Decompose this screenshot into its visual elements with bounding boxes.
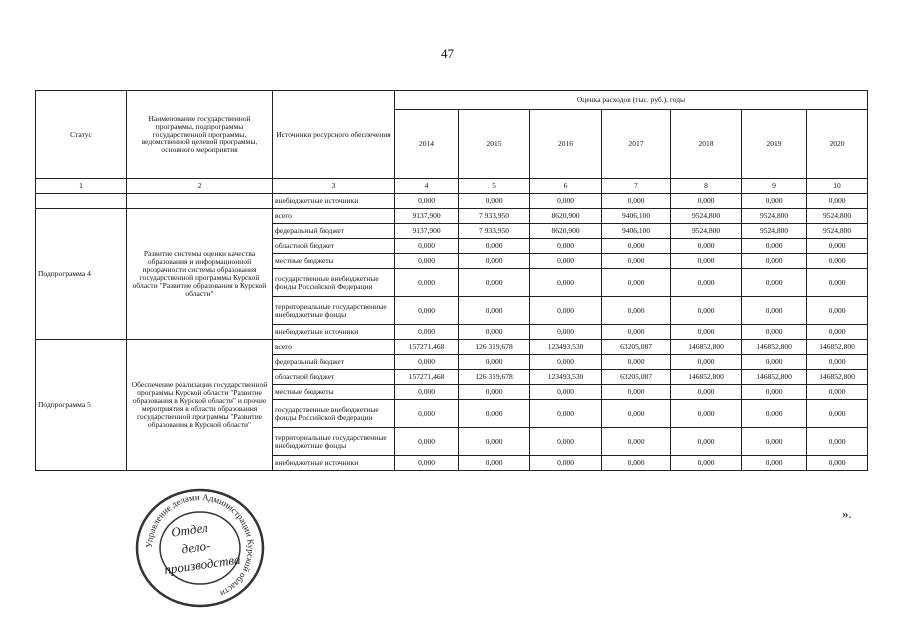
source-cell: государственные внебюджетные фонды Российской Федерации: [273, 400, 395, 428]
value-cell: 7 933,950: [459, 224, 530, 239]
value-cell: 0,000: [742, 428, 807, 456]
value-cell: 9524,800: [807, 209, 868, 224]
source-cell: областной бюджет: [273, 370, 395, 385]
value-cell: 0,000: [671, 194, 742, 209]
value-cell: 0,000: [459, 400, 530, 428]
source-cell: федеральный бюджет: [273, 224, 395, 239]
value-cell: 0,000: [602, 194, 671, 209]
svg-text:дело-: дело-: [180, 537, 212, 557]
value-cell: 0,000: [395, 428, 459, 456]
value-cell: 0,000: [395, 385, 459, 400]
value-cell: 63205,087: [602, 340, 671, 355]
value-cell: 9137,900: [395, 209, 459, 224]
value-cell: 0,000: [742, 254, 807, 269]
program-name-cell: Развитие системы оценки качества образования и информационной прозрачности системы образования государственной программы Курской области "Развитие образования в Курской области": [127, 209, 273, 340]
value-cell: 0,000: [671, 385, 742, 400]
closing-quote: ».: [842, 506, 852, 521]
budget-table: [35, 90, 868, 471]
value-cell: 0,000: [602, 297, 671, 325]
value-cell: 146852,800: [807, 370, 868, 385]
value-cell: 0,000: [459, 254, 530, 269]
value-cell: 0,000: [459, 239, 530, 254]
value-cell: 0,000: [459, 269, 530, 297]
value-cell: 0,000: [602, 239, 671, 254]
header-year: 2019: [742, 110, 807, 179]
value-cell: 0,000: [459, 297, 530, 325]
value-cell: 146852,800: [671, 370, 742, 385]
value-cell: 0,000: [807, 239, 868, 254]
value-cell: 0,000: [742, 355, 807, 370]
value-cell: 0,000: [530, 297, 602, 325]
value-cell: 123493,530: [530, 370, 602, 385]
value-cell: 0,000: [530, 456, 602, 471]
value-cell: 9524,800: [742, 209, 807, 224]
value-cell: 0,000: [807, 456, 868, 471]
header-year: 2020: [807, 110, 868, 179]
header-year: 2014: [395, 110, 459, 179]
header-name: Наименование государственной программы, подпрограммы государственной программы, ведомственной целевой программы, основного мероприятия: [127, 91, 273, 179]
value-cell: 0,000: [671, 355, 742, 370]
value-cell: 0,000: [671, 400, 742, 428]
value-cell: 0,000: [602, 269, 671, 297]
source-cell: федеральный бюджет: [273, 355, 395, 370]
value-cell: 123493,530: [530, 340, 602, 355]
header-year: 2018: [671, 110, 742, 179]
page-number: 47: [441, 46, 454, 61]
value-cell: 126 319,678: [459, 370, 530, 385]
source-cell: всего: [273, 209, 395, 224]
source-cell: территориальные государственные внебюджетные фонды: [273, 428, 395, 456]
status-cell: Подпрограмма 4: [36, 209, 127, 340]
value-cell: 0,000: [807, 355, 868, 370]
value-cell: 0,000: [395, 325, 459, 340]
value-cell: 0,000: [395, 269, 459, 297]
value-cell: 126 319,678: [459, 340, 530, 355]
value-cell: 0,000: [602, 355, 671, 370]
header-year: 2017: [602, 110, 671, 179]
column-index-row: [36, 179, 868, 194]
value-cell: 0,000: [807, 254, 868, 269]
value-cell: 0,000: [395, 254, 459, 269]
value-cell: 146852,800: [671, 340, 742, 355]
header-year: 2016: [530, 110, 602, 179]
office-stamp-icon: [130, 485, 270, 610]
source-cell: государственные внебюджетные фонды Российской Федерации: [273, 269, 395, 297]
value-cell: 0,000: [742, 269, 807, 297]
column-index: 1: [36, 179, 127, 194]
empty-cell: [36, 194, 127, 209]
value-cell: 9406,100: [602, 224, 671, 239]
column-index: 5: [459, 179, 530, 194]
source-cell: местные бюджеты: [273, 385, 395, 400]
value-cell: 0,000: [459, 325, 530, 340]
value-cell: 146852,800: [742, 340, 807, 355]
header-status: Статус: [36, 91, 127, 179]
table-row: [36, 194, 868, 209]
value-cell: 157271,468: [395, 340, 459, 355]
value-cell: 0,000: [602, 400, 671, 428]
value-cell: 0,000: [742, 456, 807, 471]
value-cell: 9524,800: [742, 224, 807, 239]
value-cell: 0,000: [742, 325, 807, 340]
svg-text:производства: производства: [163, 551, 242, 578]
value-cell: 9137,900: [395, 224, 459, 239]
source-cell: внебюджетные источники: [273, 194, 395, 209]
value-cell: 0,000: [530, 428, 602, 456]
value-cell: 0,000: [530, 239, 602, 254]
program-name-cell: Обеспечение реализации государственной программы Курской области "Развитие образования в Курской области" и прочие мероприятия в области образования государственной программы "Развитие образования в Курской области": [127, 340, 273, 471]
value-cell: 0,000: [602, 456, 671, 471]
value-cell: 146852,800: [807, 340, 868, 355]
value-cell: 0,000: [530, 355, 602, 370]
value-cell: 0,000: [807, 325, 868, 340]
value-cell: 0,000: [671, 269, 742, 297]
value-cell: 0,000: [807, 400, 868, 428]
value-cell: 0,000: [742, 385, 807, 400]
header-estimate: Оценка расходов (тыс. руб.), годы: [395, 91, 868, 110]
value-cell: 0,000: [395, 355, 459, 370]
value-cell: 0,000: [530, 400, 602, 428]
source-cell: местные бюджеты: [273, 254, 395, 269]
value-cell: 0,000: [602, 254, 671, 269]
value-cell: 0,000: [530, 194, 602, 209]
value-cell: 0,000: [742, 297, 807, 325]
value-cell: 0,000: [395, 400, 459, 428]
value-cell: 7 933,950: [459, 209, 530, 224]
value-cell: 0,000: [671, 456, 742, 471]
value-cell: 0,000: [530, 269, 602, 297]
source-cell: территориальные государственные внебюджетные фонды: [273, 297, 395, 325]
value-cell: 0,000: [671, 325, 742, 340]
value-cell: 9524,800: [807, 224, 868, 239]
value-cell: 8620,900: [530, 209, 602, 224]
value-cell: 0,000: [671, 254, 742, 269]
header-year: 2015: [459, 110, 530, 179]
header-sources: Источники ресурсного обеспечения: [273, 91, 395, 179]
value-cell: 0,000: [459, 385, 530, 400]
column-index: 8: [671, 179, 742, 194]
column-index: 10: [807, 179, 868, 194]
value-cell: 0,000: [671, 428, 742, 456]
table-row: [36, 209, 868, 224]
value-cell: 0,000: [530, 254, 602, 269]
column-index: 9: [742, 179, 807, 194]
empty-cell: [127, 194, 273, 209]
column-index: 7: [602, 179, 671, 194]
value-cell: 0,000: [395, 194, 459, 209]
value-cell: 8620,900: [530, 224, 602, 239]
value-cell: 9406,100: [602, 209, 671, 224]
value-cell: 0,000: [459, 456, 530, 471]
column-index: 4: [395, 179, 459, 194]
column-index: 6: [530, 179, 602, 194]
value-cell: 63205,087: [602, 370, 671, 385]
value-cell: 0,000: [807, 385, 868, 400]
svg-text:Отдел: Отдел: [170, 519, 209, 540]
value-cell: 0,000: [742, 194, 807, 209]
value-cell: 0,000: [530, 385, 602, 400]
svg-text:Управление делами Администраци: Управление делами Администрации Курской области: [143, 491, 257, 600]
value-cell: 0,000: [807, 194, 868, 209]
value-cell: 0,000: [807, 269, 868, 297]
source-cell: областной бюджет: [273, 239, 395, 254]
value-cell: 0,000: [671, 297, 742, 325]
value-cell: 0,000: [671, 239, 742, 254]
value-cell: 0,000: [459, 428, 530, 456]
value-cell: 9524,800: [671, 209, 742, 224]
value-cell: 157271,468: [395, 370, 459, 385]
value-cell: 0,000: [742, 239, 807, 254]
value-cell: 0,000: [459, 194, 530, 209]
value-cell: 9524,800: [671, 224, 742, 239]
value-cell: 0,000: [530, 325, 602, 340]
table-row: [36, 340, 868, 355]
value-cell: 0,000: [459, 355, 530, 370]
source-cell: всего: [273, 340, 395, 355]
status-cell: Подпрограмма 5: [36, 340, 127, 471]
value-cell: 0,000: [602, 385, 671, 400]
column-index: 3: [273, 179, 395, 194]
value-cell: 0,000: [602, 325, 671, 340]
value-cell: 0,000: [742, 400, 807, 428]
value-cell: 146852,800: [742, 370, 807, 385]
value-cell: 0,000: [807, 428, 868, 456]
value-cell: 0,000: [395, 239, 459, 254]
value-cell: 0,000: [807, 297, 868, 325]
value-cell: 0,000: [602, 428, 671, 456]
value-cell: 0,000: [395, 297, 459, 325]
value-cell: 0,000: [395, 456, 459, 471]
source-cell: внебюджетные источники: [273, 456, 395, 471]
source-cell: внебюджетные источники: [273, 325, 395, 340]
column-index: 2: [127, 179, 273, 194]
